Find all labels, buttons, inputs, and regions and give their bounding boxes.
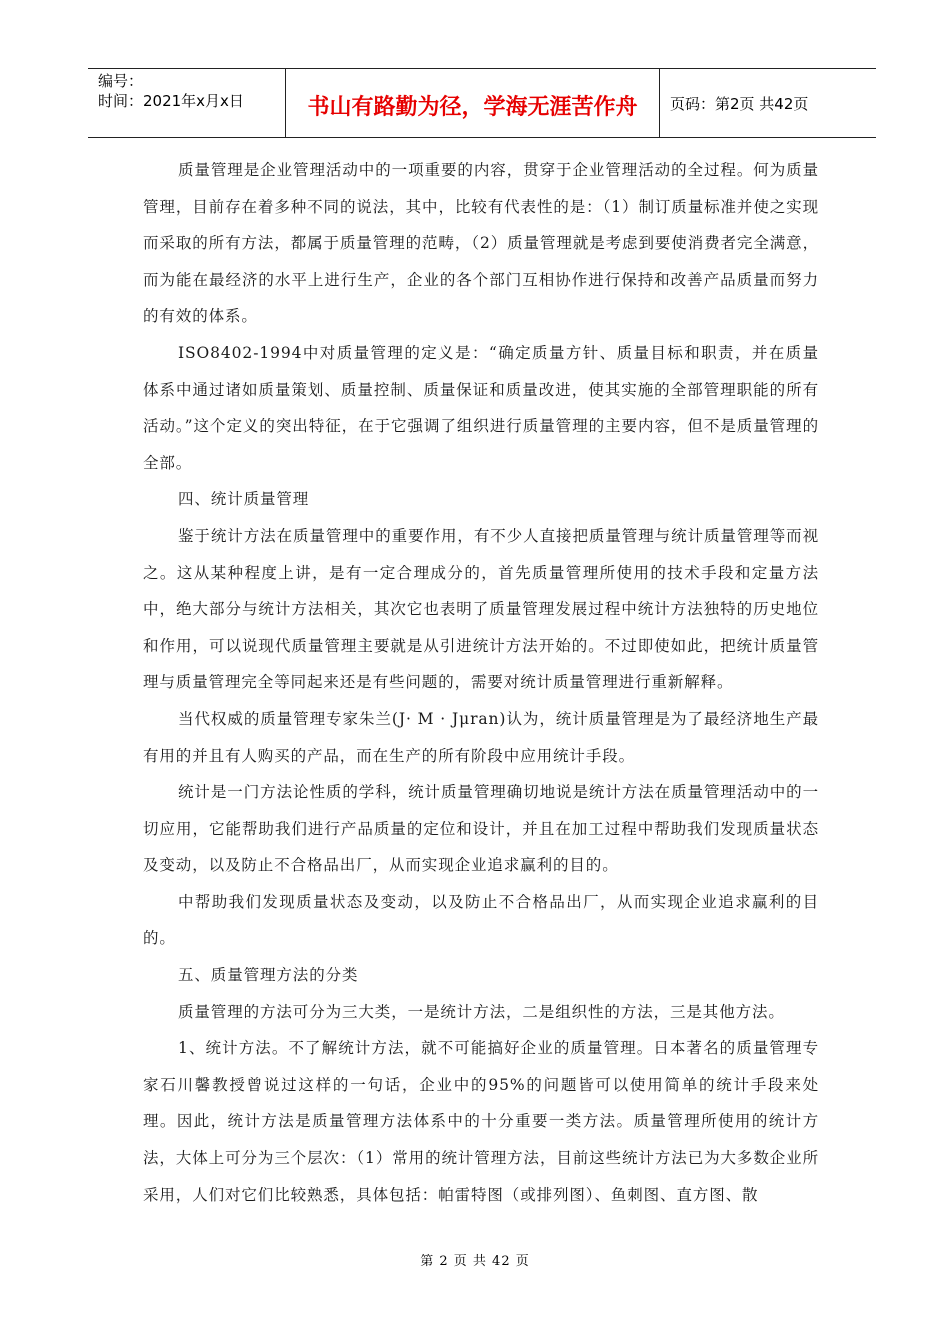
paragraph: 鉴于统计方法在质量管理中的重要作用，有不少人直接把质量管理与统计质量管理等而视之。这从某种程度上讲，是有一定合理成分的，首先质量管理所使用的技术手段和定量方法中，绝大部分与统计方法相关，其次它也表明了质量管理发展过程中统计方法独特的历史地位和作用，可以说现代质量管理主要就是从引进统计方法开始的。不过即使如此，把统计质量管理与质量管理完全等同起来还是有些问题的，需要对统计质量管理进行重新解释。	[143, 526, 819, 692]
section-heading: 四、统计质量管理	[178, 490, 310, 509]
time-label: 时间：2021年x月x日	[98, 92, 244, 110]
paragraph: 质量管理是企业管理活动中的一项重要的内容，贯穿于企业管理活动的全过程。何为质量管理，目前存在着多种不同的说法，其中，比较有代表性的是：（1）制订质量标准并使之实现而采取的所有方法，都属于质量管理的范畴，（2）质量管理就是考虑到要使消费者完全满意，而为能在最经济的水平上进行生产，企业的各个部门互相协作进行保持和改善产品质量而努力的有效的体系。	[143, 161, 819, 326]
document-header	[88, 68, 876, 138]
document-body	[143, 152, 819, 1213]
header-page-info: 页码：第2页 共42页	[670, 94, 809, 113]
section-heading: 五、质量管理方法的分类	[178, 966, 359, 985]
paragraph: 质量管理的方法可分为三大类，一是统计方法，二是组织性的方法，三是其他方法。	[178, 1002, 785, 1021]
number-label: 编号：	[98, 72, 144, 90]
paragraph: 中帮助我们发现质量状态及变动，以及防止不合格品出厂，从而实现企业追求赢利的目的。	[143, 892, 819, 948]
paragraph: 统计是一门方法论性质的学科，统计质量管理确切地说是统计方法在质量管理活动中的一切应用，它能帮助我们进行产品质量的定位和设计，并且在加工过程中帮助我们发现质量状态及变动，以及防止不合格品出厂，从而实现企业追求赢利的目的。	[143, 783, 819, 875]
paragraph: ISO8402-1994中对质量管理的定义是：“确定质量方针、质量目标和职责，并在质量体系中通过诸如质量策划、质量控制、质量保证和质量改进，使其实施的全部管理职能的所有活动。”这个定义的突出特征，在于它强调了组织进行质量管理的主要内容，但不是质量管理的全部。	[143, 343, 819, 472]
paragraph: 当代权威的质量管理专家朱兰(J· M · Jμran)认为，统计质量管理是为了最经济地生产最有用的并且有人购买的产品，而在生产的所有阶段中应用统计手段。	[143, 709, 819, 765]
page-footer: 第 2 页 共 42 页	[420, 1254, 530, 1269]
header-motto: 书山有路勤为径，学海无涯苦作舟	[286, 69, 660, 137]
header-meta-cell	[88, 69, 286, 137]
paragraph: 1、统计方法。不了解统计方法，就不可能搞好企业的质量管理。日本著名的质量管理专家石川馨教授曾说过这样的一句话，企业中的95%的问题皆可以使用简单的统计手段来处理。因此，统计方法是质量管理方法体系中的十分重要一类方法。质量管理所使用的统计方法，大体上可分为三个层次：（1）常用的统计管理方法，目前这些统计方法已为大多数企业所采用，人们对它们比较熟悉，具体包括：帕雷特图（或排列图）、鱼刺图、直方图、散	[143, 1039, 819, 1204]
